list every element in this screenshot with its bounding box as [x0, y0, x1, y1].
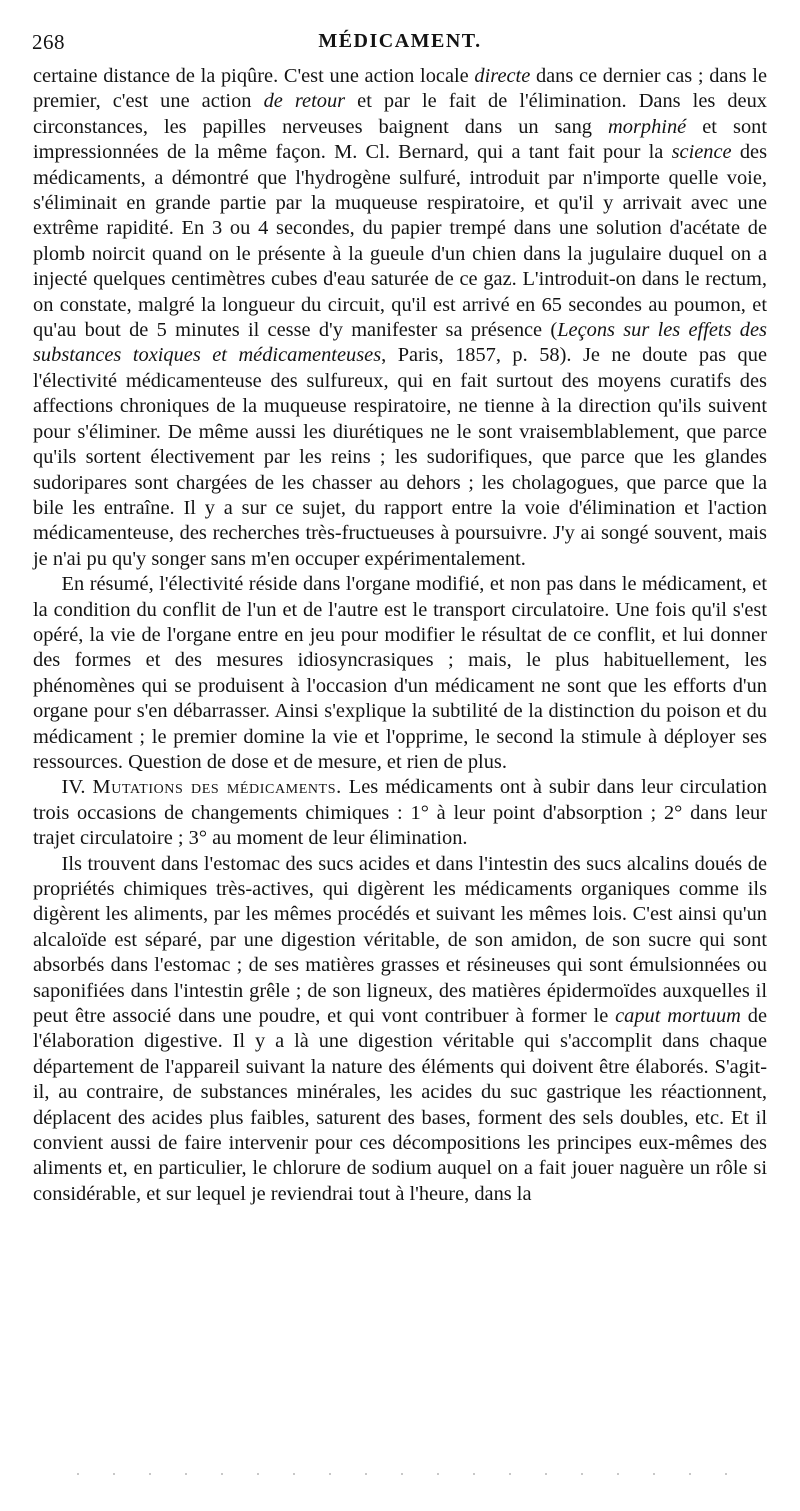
italic-segment: science [671, 141, 732, 164]
running-head [32, 30, 768, 56]
italic-segment: de retour [263, 90, 346, 113]
italic-segment: morphiné [608, 115, 687, 138]
page-number: 268 [32, 30, 65, 54]
italic-segment: caput mortuum [615, 1005, 741, 1028]
text-segment: des médicaments, a démontré que l'hydrogène sulfuré, introduit par n'importe quelle voie, s'éliminait en grande partie par la muqueuse respiratoire, et qu'il y arrivait avec une extrême rapidité. En 3 ou 4 secondes, du papier trempé dans une solution d'acétate de plomb noircit quand on le présente à la gueule d'un chien dans la jugulaire duquel on a injecté quelques centimètres cubes d'eau saturée de ce gaz. L'introduit-on dans le rectum, on constate, malgré la longueur du circuit, qu'il est arrivé en 65 secondes au poumon, et qu'au bout de 5 minutes il cesse d'y manifester sa présence ( [33, 141, 768, 342]
text-segment: En résumé, l'électivité réside dans l'organe modifié, et non pas dans le médicament, et la condition du conflit de l'un et de l'autre est le transport circulatoire. Une fois qu'il s'est opéré, la vie de l'organe entre en jeu pour modifier le résultat de ce conflit, et lui donner des formes et des mesures idiosyncrasiques ; mais, le plus habituellement, les phénomènes qui se produisent à l'occasion d'un médicament ne sont que les efforts d'un organe pour s'en débarrasser. Ainsi s'explique la subtilité de la distinction du poison et du médicament ; le premier domine la vie et l'opprime, le second la stimule à déployer ses ressources. Question de dose et de mesure, et rien de plus. [33, 573, 767, 773]
text-segment: de l'élaboration digestive. Il y a là une digestion véritable qui s'accomplit dans chaque département de l'appareil suivant la nature des éléments qui doivent être élaborés. S'agit-il, au contraire, de substances minérales, les acides du suc gastrique les réactionnent, déplacent des acides plus faibles, saturent des bases, forment des sels doubles, etc. Et il convient aussi de faire intervenir pour ces décompositions les principes eux-mêmes des aliments et, en particulier, le chlorure de sodium auquel on a fait jouer naguère un rôle si considérable, et sur lequel je reviendrai tout à l'heure, dans la [33, 1005, 767, 1205]
text-segment: Ils trouvent dans l'estomac des sucs acides et dans l'intestin des sucs alcalins doués de propriétés chimiques très-actives, qui digèrent les médicaments organiques comme ils digèrent les aliments, par les mêmes procédés et suivant les mêmes lois. C'est ainsi qu'un alcaloïde est séparé, par une digestion véritable, de son amidon, de son sucre qui sont absorbés dans l'estomac ; de ses matières grasses et résineuses qui sont émulsionnées ou saponifiées dans l'intestin grêle ; de son ligneux, des matières épidermoïdes auxquelles il peut être associé dans une poudre, et qui vont contribuer à former le [33, 852, 767, 1028]
section-number: IV. [61, 776, 93, 799]
paragraph-4 [33, 852, 767, 1208]
section-heading: Mutations des médicaments. [92, 776, 342, 799]
paragraph-3 [33, 775, 767, 851]
body-text [33, 64, 767, 1207]
print-specks [60, 1472, 750, 1476]
text-segment: Les médicaments ont à subir dans leur circulation trois occasions de changements chimiques : 1° à leur point d'absorption ; 2° dans leur trajet circulatoire ; 3° au moment de leur élimination. [33, 776, 767, 850]
paragraph-2 [33, 572, 767, 775]
text-segment: dans ce dernier cas ; dans le premier, c'est une action [33, 65, 767, 113]
text-segment: , Paris, 1857, p. 58). Je ne doute pas que l'électivité médicamenteuse des sulfureux, qui en fait surtout des moyens curatifs des affections chroniques de la muqueuse respiratoire, ne tienne à la direction qu'ils suivent pour s'éliminer. De même aussi les diurétiques ne le sont vraisemblablement, que parce qu'ils sortent électivement par les reins ; les sudorifiques, que parce que les glandes sudoripares sont chargées de les chasser au dehors ; les cholagogues, que parce que la bile les entraîne. Il y a sur ce sujet, du rapport entre la voie d'élimination et l'action médicamenteuse, des recherches très-fructueuses à poursuivre. J'y ai songé souvent, mais je n'ai pu qu'y songer sans m'en occuper expérimentalement. [33, 344, 767, 570]
paragraph-1 [33, 64, 767, 572]
italic-segment: directe [474, 65, 531, 87]
running-title: MÉDICAMENT. [318, 30, 482, 52]
citation-title: Leçons sur les effets des substances toxiques et médicamenteuses [33, 319, 767, 367]
text-segment: et par le fait de l'élimination. Dans les deux circonstances, les papilles nerveuses baignent dans un sang [33, 90, 767, 138]
text-segment: certaine distance de la piqûre. C'est une action locale [33, 65, 475, 87]
text-segment: et sont impressionnées de la même façon. M. Cl. Bernard, qui a tant fait pour la [33, 115, 767, 164]
